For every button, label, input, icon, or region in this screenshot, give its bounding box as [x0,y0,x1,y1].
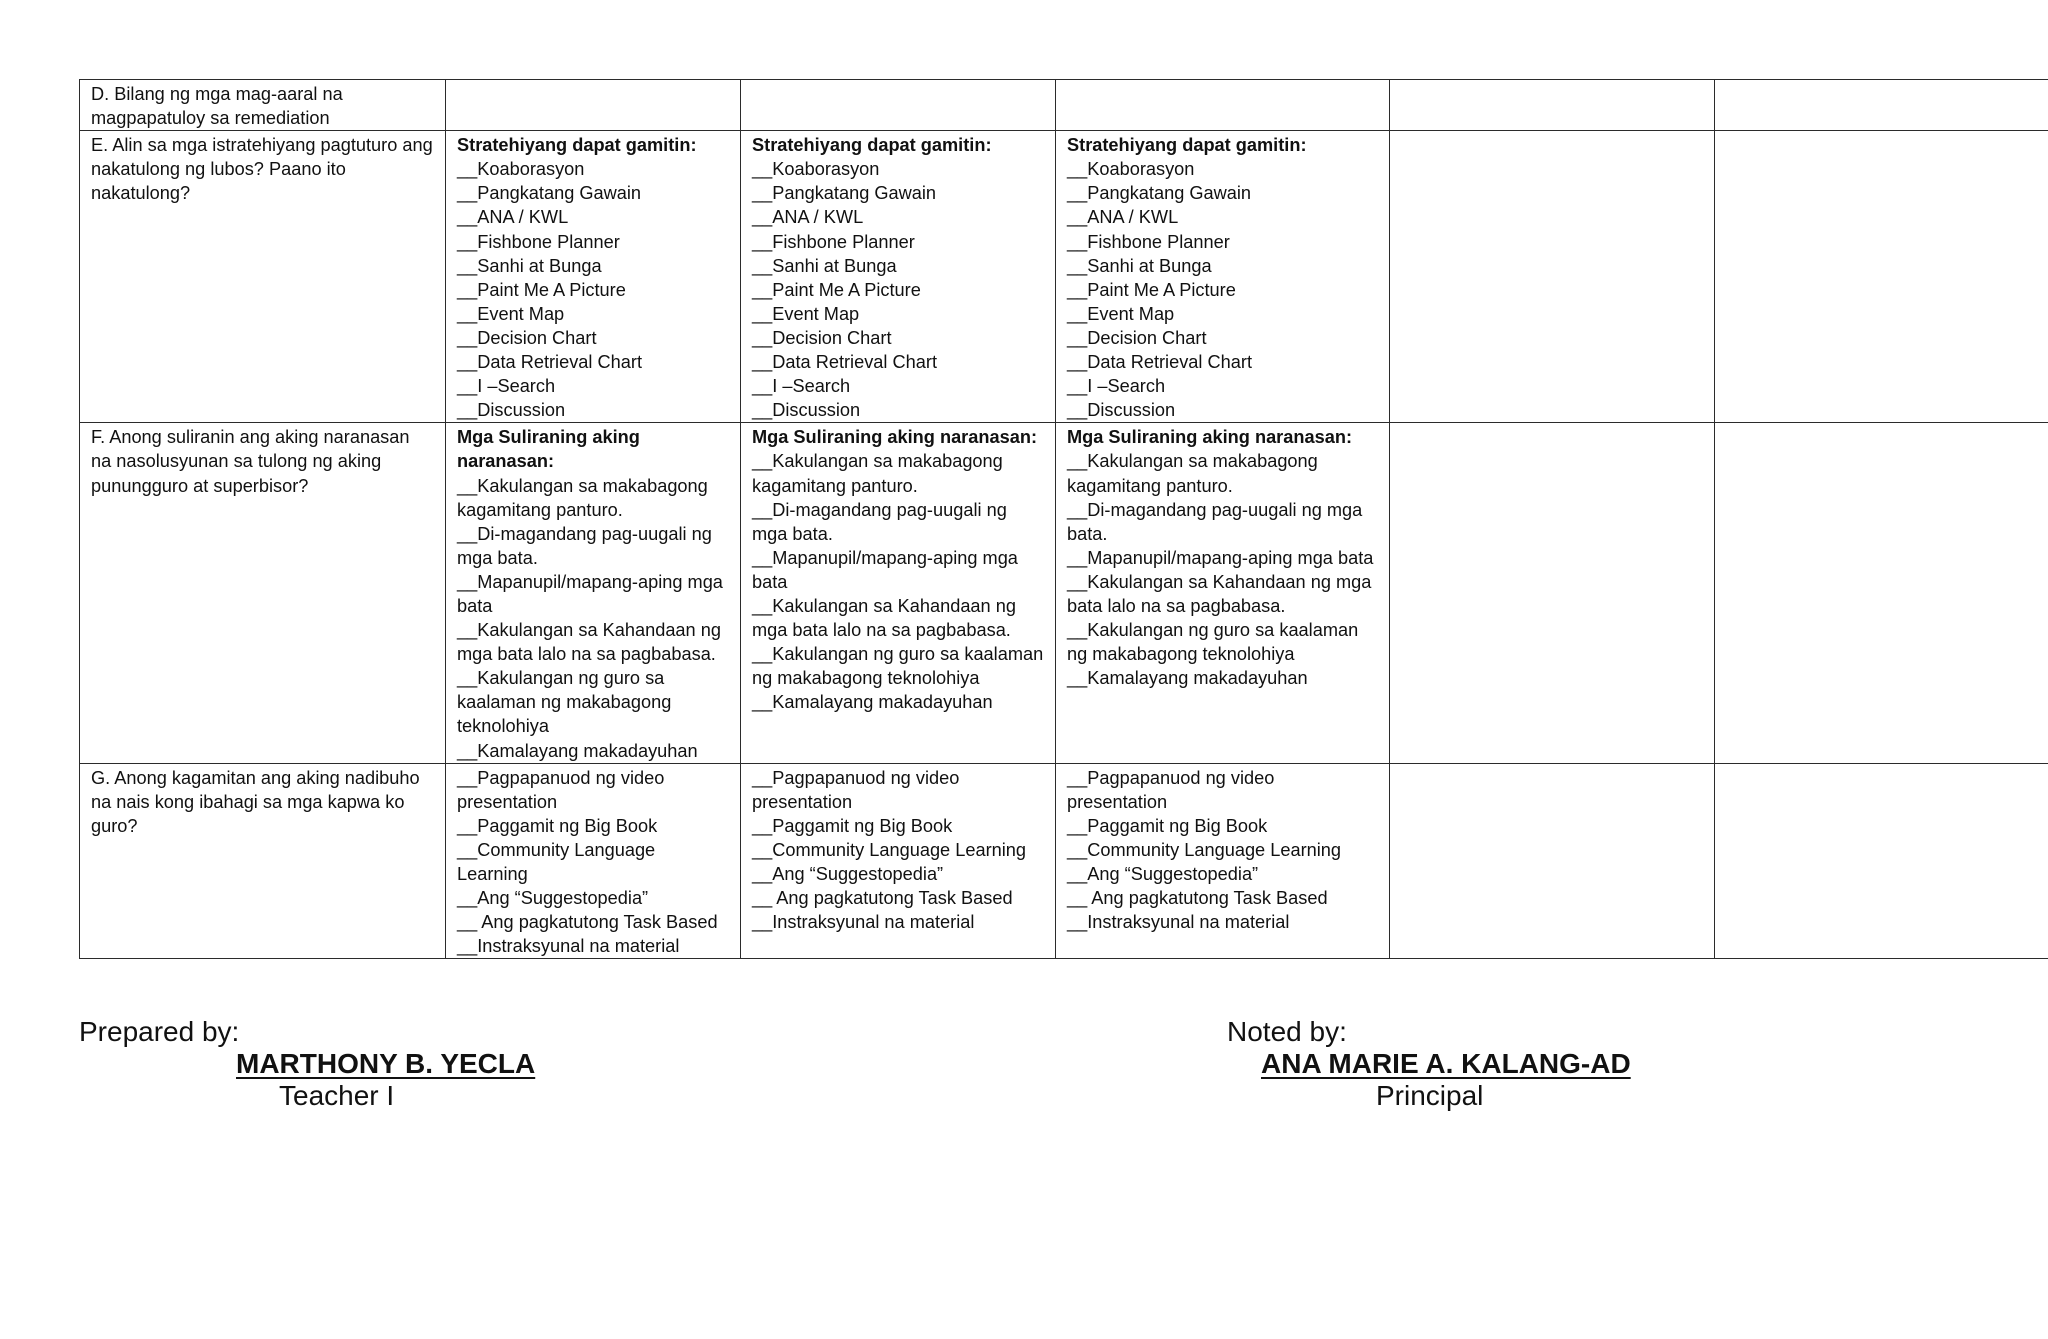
checklist-item: __Mapanupil/mapang-aping mga bata [457,571,723,616]
row-label-cell [80,423,446,763]
checklist-item: __Paggamit ng Big Book [457,815,658,836]
table-cell-empty [1715,80,2048,131]
table-cell-strategies [1056,131,1390,423]
checklist-item: __Data Retrieval Chart [457,352,642,373]
row-label: D. Bilang ng mga mag-aaral na magpapatuloy sa remediation [91,84,343,129]
checklist-item: __ANA / KWL [752,207,864,228]
table-cell-strategies [741,131,1056,423]
table-cell-empty [1056,80,1390,131]
table-row-d [80,80,2048,131]
table-cell-empty [1390,131,1715,423]
checklist-item: __ Ang pagkatutong Task Based [457,912,718,933]
checklist-item: __ANA / KWL [457,207,569,228]
checklist-item: __Koaborasyon [1067,159,1195,180]
checklist-item: __Ang “Suggestopedia” [1067,864,1259,884]
checklist-item: __Paggamit ng Big Book [752,815,953,836]
table-cell-problems [1056,423,1390,763]
checklist-item: __Di-magandang pag-uugali ng mga bata. [1067,499,1363,544]
table-cell-problems [741,423,1056,763]
checklist-item: __Community Language Learning [752,839,1027,860]
checklist-item: __Pangkatang Gawain [457,183,642,204]
checklist-item: __Pangkatang Gawain [752,183,937,204]
checklist-item: __I –Search [457,376,556,397]
checklist-item: __Data Retrieval Chart [752,352,937,373]
checklist-item: __Sanhi at Bunga [1067,255,1212,276]
cell-heading: Stratehiyang dapat gamitin: [457,135,697,156]
checklist-item: __Instraksyunal na material [457,936,680,957]
checklist-item: __Ang “Suggestopedia” [752,864,944,884]
table-cell-materials [446,763,741,959]
checklist-item: __Event Map [1067,303,1175,324]
checklist-item: __ANA / KWL [1067,207,1179,228]
checklist-item: __Sanhi at Bunga [457,255,602,276]
table-cell-empty [741,80,1056,131]
checklist-item: __Data Retrieval Chart [1067,352,1252,373]
checklist-item: __Discussion [752,400,861,421]
checklist-item: __Decision Chart [1067,327,1207,348]
checklist-item: __Pangkatang Gawain [1067,183,1252,204]
checklist-item: __Discussion [1067,400,1176,421]
prepared-by-label: Prepared by: [79,1016,240,1047]
checklist-item: __Paint Me A Picture [752,279,921,300]
checklist-item: __I –Search [1067,376,1166,397]
checklist-item: __Kakulangan ng guro sa kaalaman ng makabagong teknolohiya [752,644,1044,689]
checklist-item: __Community Language Learning [457,839,656,884]
checklist-item: __Koaborasyon [457,159,585,180]
table-cell-empty [446,80,741,131]
checklist-item: __Community Language Learning [1067,839,1342,860]
checklist-item: __Paint Me A Picture [457,279,626,300]
checklist-item: __Kakulangan sa makabagong kagamitang panturo. [752,451,1003,496]
checklist-item: __ Ang pagkatutong Task Based [752,888,1013,909]
checklist-item: __Sanhi at Bunga [752,255,897,276]
checklist-item: __Mapanupil/mapang-aping mga bata [1067,547,1374,568]
checklist-item: __ Ang pagkatutong Task Based [1067,888,1328,909]
checklist-item: __Fishbone Planner [1067,231,1230,252]
table-cell-strategies [446,131,741,423]
row-label-cell [80,763,446,959]
checklist-item: __Mapanupil/mapang-aping mga bata [752,547,1018,592]
cell-heading: Stratehiyang dapat gamitin: [1067,135,1307,156]
table-row-g [80,763,2048,959]
table-cell-empty [1715,423,2048,763]
row-label: E. Alin sa mga istratehiyang pagtuturo ang nakatulong ng lubos? Paano ito nakatulong? [91,135,433,204]
noted-by-label: Noted by: [1227,1016,1347,1047]
table-cell-problems [446,423,741,763]
row-label-cell [80,131,446,423]
table-row-f [80,423,2048,763]
cell-heading: Mga Suliraning aking naranasan: [752,427,1037,448]
checklist-item: __Event Map [752,303,860,324]
table-row-e [80,131,2048,423]
checklist-item: __Instraksyunal na material [1067,912,1290,933]
checklist-item: __I –Search [752,376,851,397]
cell-heading: Mga Suliraning aking naranasan: [457,427,640,472]
checklist-item: __Di-magandang pag-uugali ng mga bata. [457,523,712,568]
checklist-item: __Decision Chart [457,327,597,348]
checklist-item: __Ang “Suggestopedia” [457,888,649,909]
table-cell-materials [1056,763,1390,959]
table-cell-empty [1715,131,2048,423]
checklist-item: __Fishbone Planner [752,231,915,252]
checklist-item: __Event Map [457,303,565,324]
checklist-item: __Paggamit ng Big Book [1067,815,1268,836]
table-cell-empty [1390,763,1715,959]
checklist-item: __Koaborasyon [752,159,880,180]
checklist-item: __Di-magandang pag-uugali ng mga bata. [752,499,1007,544]
checklist-item: __Kakulangan sa Kahandaan ng mga bata lalo na sa pagbabasa. [1067,571,1372,616]
table-cell-empty [1390,80,1715,131]
checklist-item: __Pagpapanuod ng video presentation [752,767,960,812]
checklist-item: __Kakulangan ng guro sa kaalaman ng makabagong teknolohiya [1067,620,1359,665]
checklist-item: __Kamalayang makadayuhan [457,740,698,761]
checklist-item: __Instraksyunal na material [752,912,975,933]
checklist-item: __Kakulangan sa Kahandaan ng mga bata lalo na sa pagbabasa. [457,620,721,665]
checklist-item: __Kamalayang makadayuhan [1067,668,1308,689]
cell-heading: Mga Suliraning aking naranasan: [1067,427,1352,448]
checklist-item: __Kakulangan sa makabagong kagamitang panturo. [457,475,708,520]
checklist-item: __Pagpapanuod ng video presentation [457,767,665,812]
checklist-item: __Discussion [457,400,566,421]
table-cell-empty [1390,423,1715,763]
noter-title: Principal [1376,1080,1484,1111]
preparer-title: Teacher I [279,1080,395,1111]
checklist-item: __Fishbone Planner [457,231,620,252]
table-cell-empty [1715,763,2048,959]
checklist-item: __Kakulangan sa Kahandaan ng mga bata lalo na sa pagbabasa. [752,595,1016,641]
checklist-item: __Kakulangan sa makabagong kagamitang panturo. [1067,451,1318,496]
checklist-item: __Kamalayang makadayuhan [752,692,993,713]
daily-lesson-log-table [79,79,2048,959]
checklist-item: __Paint Me A Picture [1067,279,1236,300]
noter-name: ANA MARIE A. KALANG-AD [1261,1048,1631,1079]
row-label: G. Anong kagamitan ang aking nadibuho na nais kong ibahagi sa mga kapwa ko guro? [91,767,420,836]
checklist-item: __Decision Chart [752,327,892,348]
cell-heading: Stratehiyang dapat gamitin: [752,135,992,156]
preparer-name: MARTHONY B. YECLA [236,1048,536,1079]
checklist-item: __Pagpapanuod ng video presentation [1067,767,1275,812]
checklist-item: __Kakulangan ng guro sa kaalaman ng makabagong teknolohiya [457,668,672,737]
row-label-cell [80,80,446,131]
table-cell-materials [741,763,1056,959]
row-label: F. Anong suliranin ang aking naranasan na nasolusyunan sa tulong ng aking punungguro at superbisor? [91,427,410,496]
